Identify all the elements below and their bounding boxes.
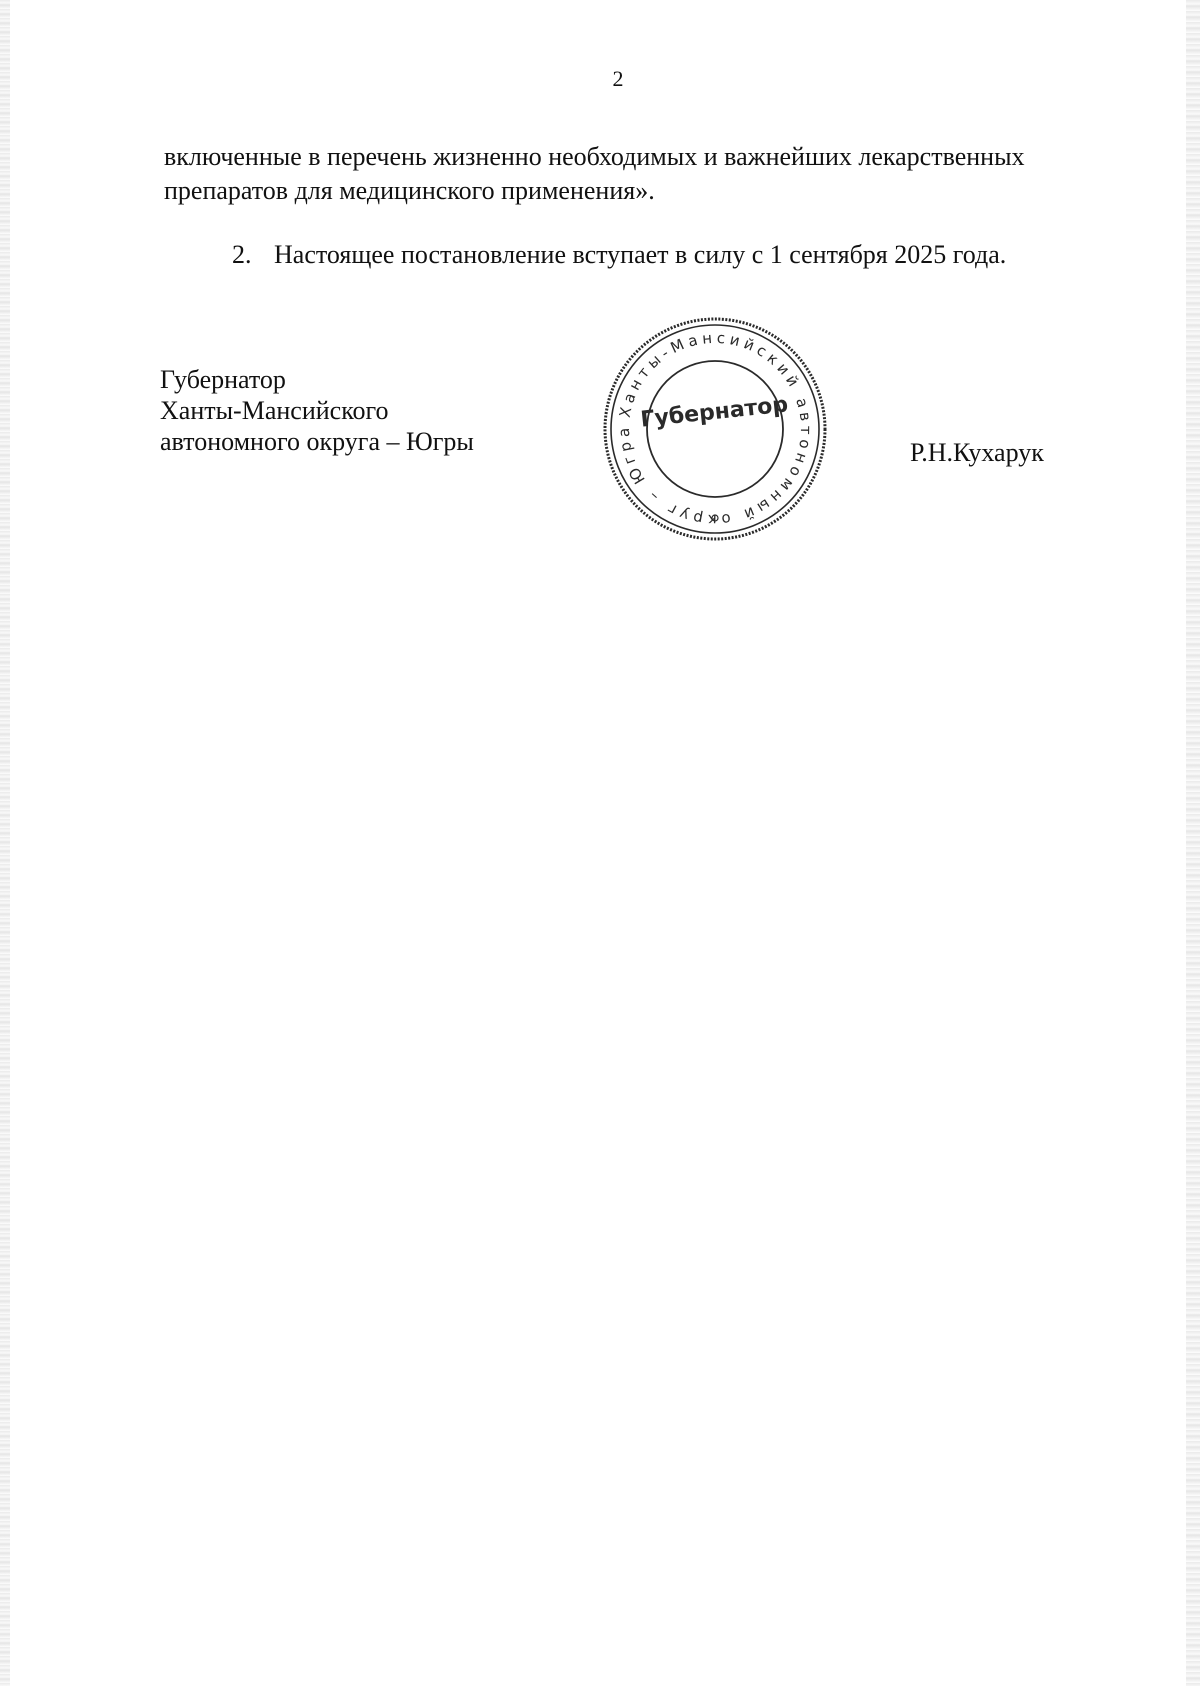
seal-center-text: Губернатор: [639, 392, 790, 433]
seal-ring-text: Ханты-Мансийский автономный округ – Югра: [614, 328, 816, 530]
page-number: 2: [612, 66, 624, 91]
item-text: Настоящее постановление вступает в силу с 1 сентября 2025 года.: [274, 240, 1007, 269]
paragraph-item-2: [232, 238, 1092, 272]
scan-edge-left: [0, 0, 10, 1686]
signatory-name: Р.Н.Кухарук: [910, 438, 1044, 467]
official-seal-icon: [600, 314, 830, 544]
scan-edge-right: [1186, 0, 1200, 1686]
signatory-title: [160, 364, 474, 457]
item-number: 2.: [232, 240, 252, 269]
signatory-title-line: Губернатор: [160, 365, 286, 394]
signatory-title-line: автономного округа – Югры: [160, 427, 474, 456]
signatory-title-line: Ханты-Мансийского: [160, 396, 389, 425]
paragraph-continuation: включенные в перечень жизненно необходимых и важнейших лекарственных препаратов для медицинского применения».: [164, 142, 1025, 205]
